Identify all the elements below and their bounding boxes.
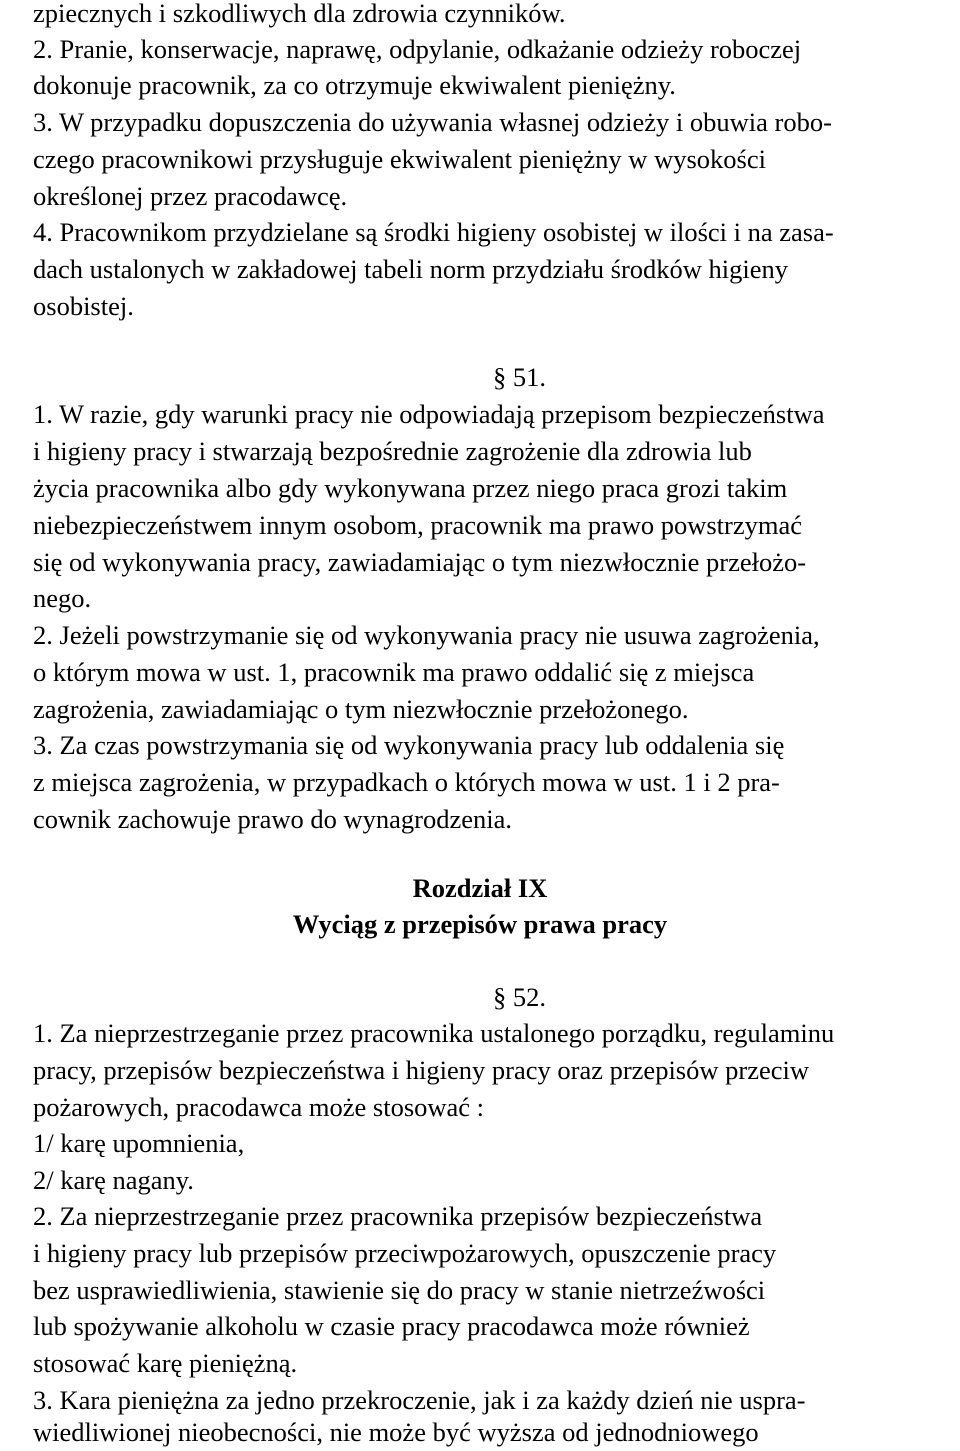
text-line: lub spożywanie alkoholu w czasie pracy pracodawca może również (33, 1311, 750, 1341)
text-line: 3. W przypadku dopuszczenia do używania własnej odzieży i obuwia robo- (33, 107, 832, 137)
text-line: 4. Pracownikom przydzielane są środki higieny osobistej w ilości i na zasa- (33, 217, 834, 247)
text-line: określonej przez pracodawcę. (33, 181, 348, 211)
text-line: cownik zachowuje prawo do wynagrodzenia. (33, 804, 513, 834)
text-line: nego. (33, 583, 92, 613)
text-line: 3. Za czas powstrzymania się od wykonywania pracy lub oddalenia się (33, 730, 785, 760)
section-heading-51: § 51. (493, 362, 546, 392)
text-line: i higieny pracy lub przepisów przeciwpożarowych, opuszczenie pracy (33, 1238, 777, 1268)
text-line: 1. W razie, gdy warunki pracy nie odpowiadają przepisom bezpieczeństwa (33, 399, 825, 429)
text-line: czego pracownikowi przysługuje ekwiwalent pieniężny w wysokości (33, 144, 766, 174)
text-line: 1. Za nieprzestrzeganie przez pracownika ustalonego porządku, regulaminu (33, 1018, 835, 1048)
text-line: 2/ karę nagany. (33, 1165, 194, 1195)
text-line: wiedliwionej nieobecności, nie może być wyższa od jednodniowego (33, 1417, 759, 1447)
section-heading-52: § 52. (493, 982, 546, 1012)
text-line: 3. Kara pieniężna za jedno przekroczenie, jak i za każdy dzień nie uspra- (33, 1385, 806, 1415)
text-line: osobistej. (33, 291, 134, 321)
text-line: 2. Pranie, konserwacje, naprawę, odpylanie, odkażanie odzieży roboczej (33, 34, 802, 64)
text-line: życia pracownika albo gdy wykonywana przez niego praca grozi takim (33, 473, 788, 503)
text-line: dach ustalonych w zakładowej tabeli norm przydziału środków higieny (33, 254, 789, 284)
text-line: niebezpieczeństwem innym osobom, pracownik ma prawo powstrzymać (33, 510, 803, 540)
chapter-title: Rozdział IX (412, 873, 548, 903)
text-line: pracy, przepisów bezpieczeństwa i higieny pracy oraz przepisów przeciw (33, 1055, 809, 1085)
text-line: zpiecznych i szkodliwych dla zdrowia czynników. (33, 0, 566, 28)
text-line: 1/ karę upomnienia, (33, 1128, 245, 1158)
text-line: 2. Jeżeli powstrzymanie się od wykonywania pracy nie usuwa zagrożenia, (33, 620, 820, 650)
chapter-subtitle: Wyciąg z przepisów prawa pracy (292, 909, 668, 939)
text-line: bez usprawiedliwienia, stawienie się do pracy w stanie nietrzeźwości (33, 1275, 766, 1305)
text-line: pożarowych, pracodawca może stosować : (33, 1092, 485, 1122)
text-line: zagrożenia, zawiadamiając o tym niezwłocznie przełożonego. (33, 694, 689, 724)
text-line: dokonuje pracownik, za co otrzymuje ekwiwalent pieniężny. (33, 70, 676, 100)
text-line: i higieny pracy i stwarzają bezpośrednie zagrożenie dla zdrowia lub (33, 436, 752, 466)
text-line: o którym mowa w ust. 1, pracownik ma prawo oddalić się z miejsca (33, 657, 755, 687)
text-line: stosować karę pieniężną. (33, 1348, 298, 1378)
text-line: się od wykonywania pracy, zawiadamiając o tym niezwłocznie przełożo- (33, 547, 807, 577)
text-line: z miejsca zagrożenia, w przypadkach o których mowa w ust. 1 i 2 pra- (33, 767, 780, 797)
text-line: 2. Za nieprzestrzeganie przez pracownika przepisów bezpieczeństwa (33, 1201, 763, 1231)
